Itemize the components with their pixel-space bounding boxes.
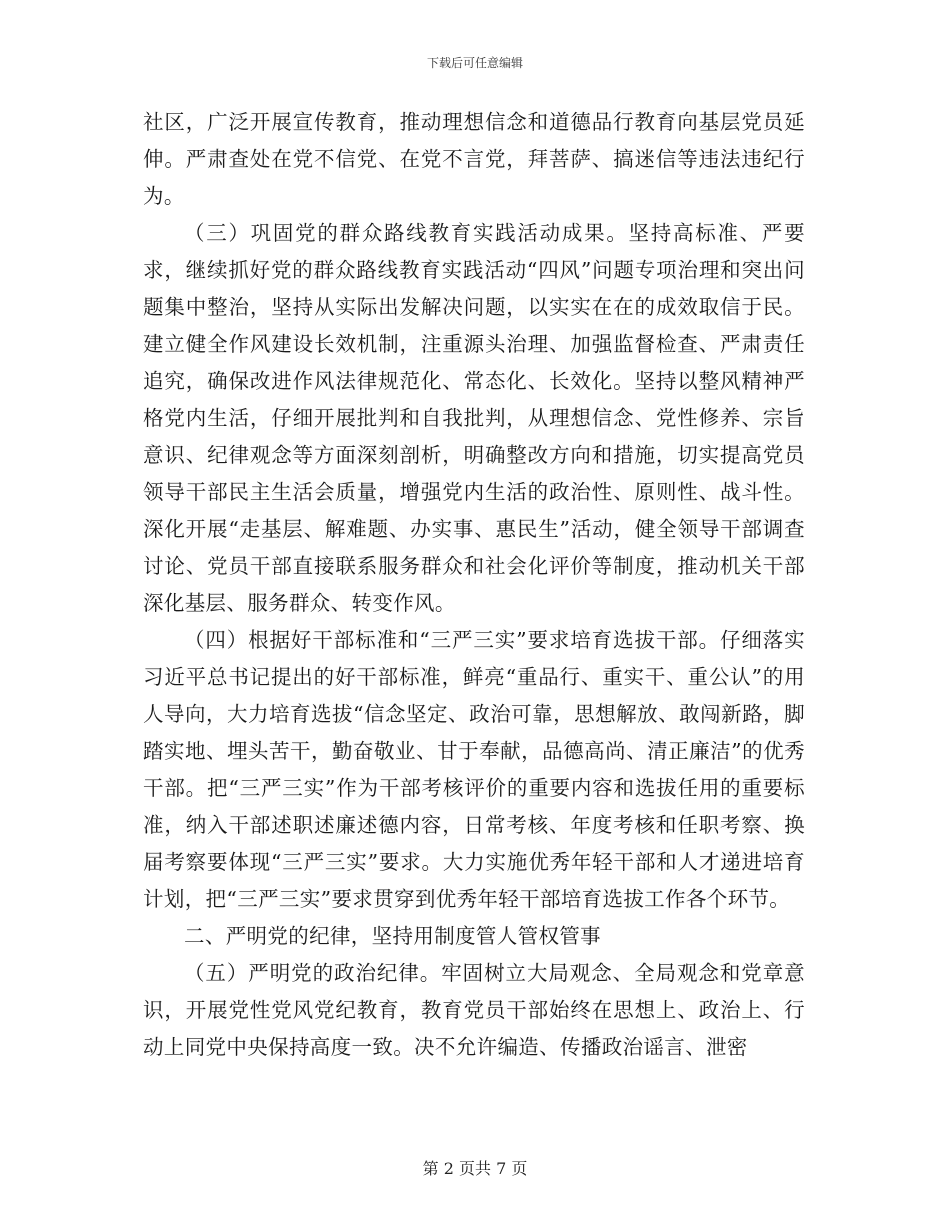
header-note: 下载后可任意编辑 bbox=[426, 56, 523, 70]
paragraph-4: （五）严明党的政治纪律。牢固树立大局观念、全局观念和党章意识，开展党性党风党纪教育，教育党员干部始终在思想上、政治上、行动上同党中央保持高度一致。决不允许编造、传播政治谣言、泄密 bbox=[143, 961, 805, 1059]
paragraph-1: 社区，广泛开展宣传教育，推动理想信念和道德品行教育向基层党员延伸。严肃查处在党不信党、在党不言党，拜菩萨、搞迷信等违法违纪行为。 bbox=[143, 110, 805, 208]
paragraph-2: （三）巩固党的群众路线教育实践活动成果。坚持高标准、严要求，继续抓好党的群众路线教育实践活动“四风”问题专项治理和突出问题集中整治，坚持从实际出发解决问题，以实实在在的成效取信于民。建立健全作风建设长效机制，注重源头治理、加强监督检查、严肃责任追究，确保改进作风法律规范化、常态化、长效化。坚持以整风精神严格党内生活，仔细开展批判和自我批判，从理想信念、党性修养、宗旨意识、纪律观念等方面深刻剖析，明确整改方向和措施，切实提高党员领导干部民主生活会质量，增强党内生活的政治性、原则性、战斗性。深化开展“走基层、解难题、办实事、惠民生”活动，健全领导干部调查讨论、党员干部直接联系服务群众和社会化评价等制度，推动机关干部深化基层、服务群众、转变作风。 bbox=[143, 221, 805, 615]
document-body bbox=[143, 104, 805, 1066]
paragraph-3: （四）根据好干部标准和“三严三实”要求培育选拔干部。仔细落实习近平总书记提出的好干部标准，鲜亮“重品行、重实干、重公认”的用人导向，大力培育选拔“信念坚定、政治可靠，思想解放、敢闯新路，脚踏实地、埋头苦干，勤奋敬业、甘于奉献，品德高尚、清正廉洁”的优秀干部。把“三严三实”作为干部考核评价的重要内容和选拔任用的重要标准，纳入干部述职述廉述德内容，日常考核、年度考核和任职考察、换届考察要体现“三严三实”要求。大力实施优秀年轻干部和人才递进培育计划，把“三严三实”要求贯穿到优秀年轻干部培育选拔工作各个环节。 bbox=[143, 628, 805, 911]
page-number: 第 2 页共 7 页 bbox=[422, 1159, 528, 1178]
section-heading: 二、严明党的纪律，坚持用制度管人管权管事 bbox=[184, 924, 601, 948]
